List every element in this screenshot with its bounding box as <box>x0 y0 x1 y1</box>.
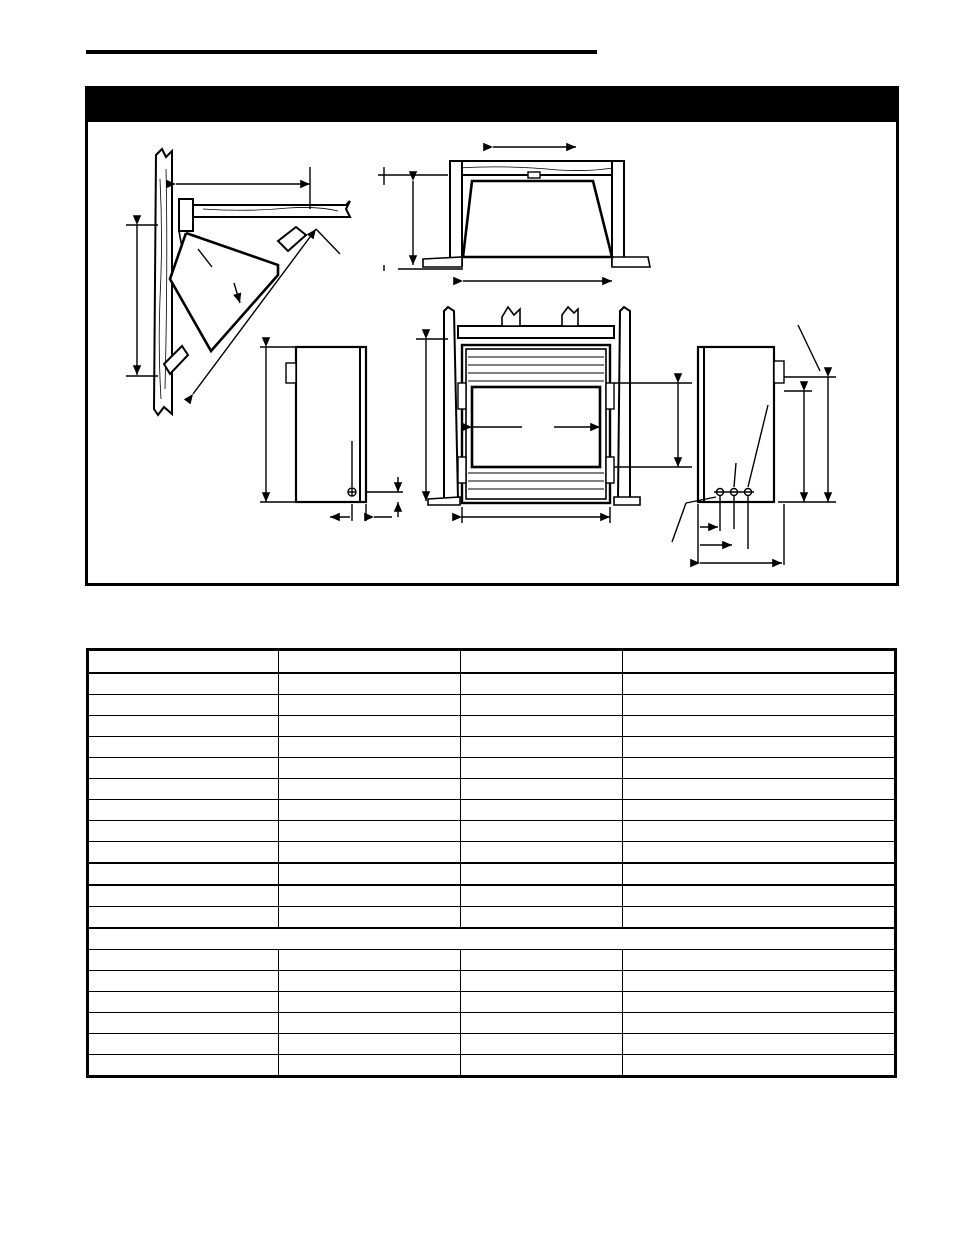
right-side-view <box>672 325 836 565</box>
specification-table <box>86 648 897 1078</box>
table-row <box>88 673 896 695</box>
table-row <box>88 821 896 842</box>
table-section-divider <box>88 928 896 950</box>
table-row <box>88 695 896 716</box>
table-row <box>88 800 896 821</box>
table-row <box>88 1055 896 1077</box>
table-row <box>88 842 896 864</box>
table-row <box>88 737 896 758</box>
dimension-figure <box>85 86 899 586</box>
table-row <box>88 779 896 800</box>
fireplace-dimension-drawing <box>88 89 896 583</box>
table-row <box>88 650 896 674</box>
table-row <box>88 950 896 971</box>
table-row <box>88 885 896 907</box>
table-row <box>88 758 896 779</box>
table-row <box>88 992 896 1013</box>
table-row <box>88 1034 896 1055</box>
top-rule <box>86 50 597 54</box>
table-row <box>88 1013 896 1034</box>
table-row <box>88 863 896 885</box>
table-row <box>88 971 896 992</box>
table-row <box>88 907 896 929</box>
table-row <box>88 716 896 737</box>
left-side-view <box>260 347 403 521</box>
front-view <box>416 307 692 523</box>
top-view <box>378 147 650 281</box>
